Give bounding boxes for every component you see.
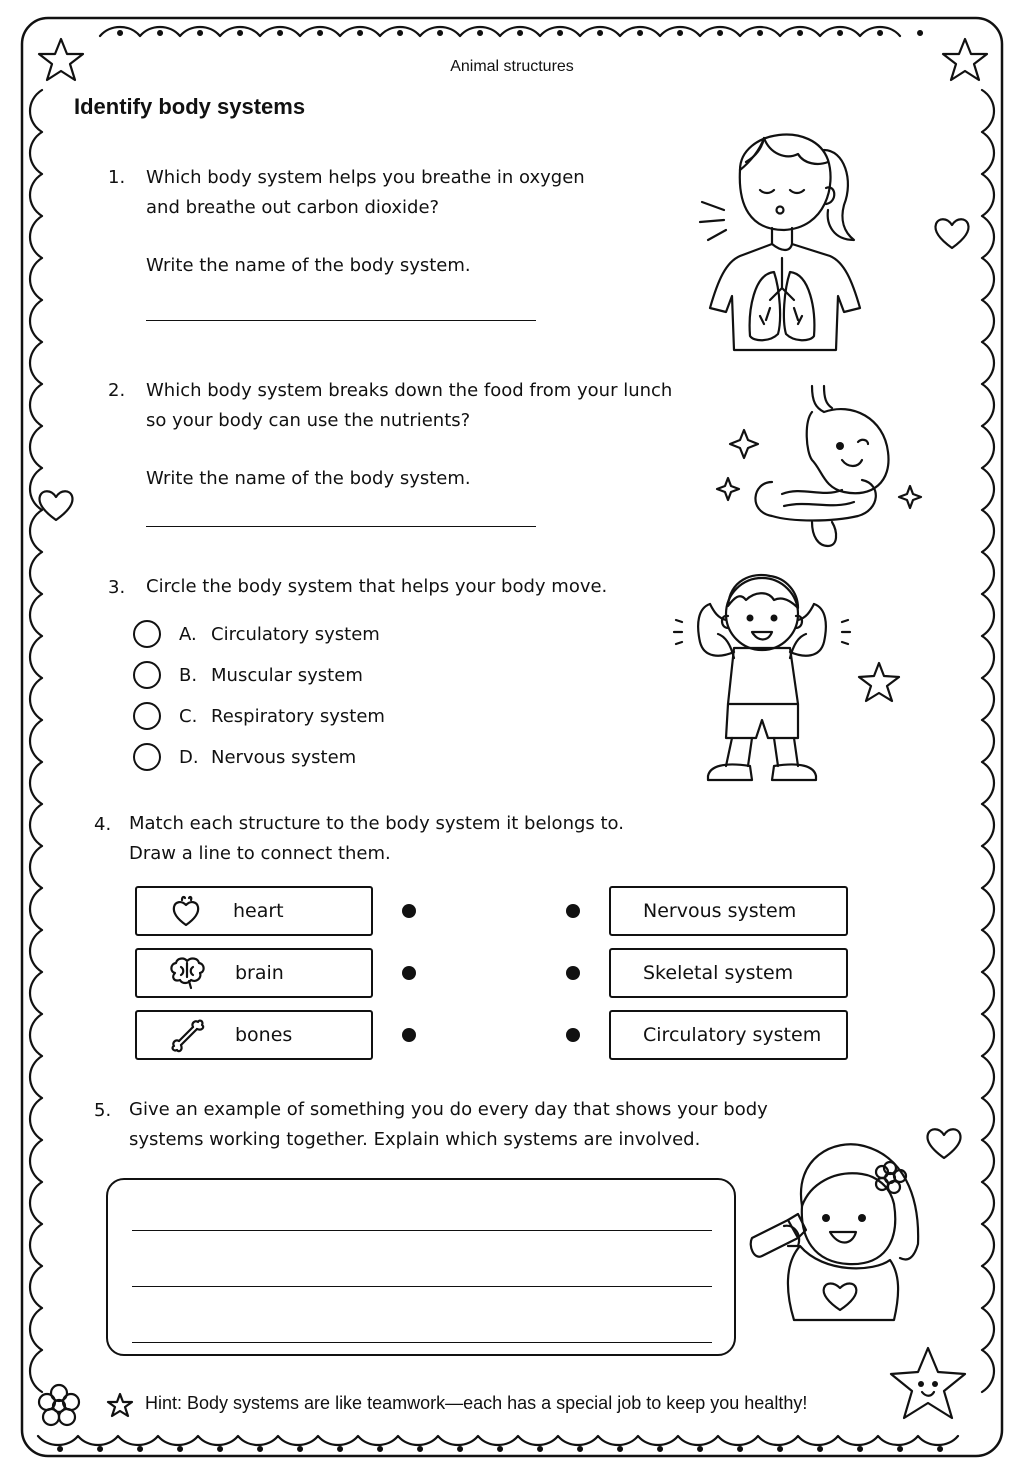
- match-dot-right[interactable]: [566, 966, 580, 980]
- system-box[interactable]: Circulatory system: [609, 1010, 848, 1060]
- heart-icon: [924, 1124, 964, 1162]
- structure-label: brain: [235, 962, 284, 984]
- system-box[interactable]: Nervous system: [609, 886, 848, 936]
- bone-icon: [167, 1015, 207, 1055]
- writing-line[interactable]: [132, 1342, 712, 1343]
- option-c[interactable]: [133, 698, 385, 734]
- option-letter: C.: [179, 705, 198, 727]
- flower-icon: [34, 1382, 84, 1430]
- question-line: systems working together. Explain which systems are involved.: [129, 1129, 701, 1150]
- question-number: 1.: [108, 167, 126, 188]
- hint-text: Hint: Body systems are like teamwork—each has a special job to keep you healthy!: [145, 1393, 808, 1413]
- match-dot-left[interactable]: [402, 1028, 416, 1042]
- match-dot-left[interactable]: [402, 966, 416, 980]
- question-number: 4.: [94, 814, 112, 835]
- question-3-text: Circle the body system that helps your body move.: [146, 576, 608, 597]
- option-circle[interactable]: [133, 743, 161, 771]
- options-list: [133, 616, 385, 775]
- question-number: 3.: [108, 577, 126, 598]
- match-dot-right[interactable]: [566, 1028, 580, 1042]
- page-header: Animal structures: [450, 58, 574, 75]
- option-label: Nervous system: [211, 746, 357, 768]
- match-dot-left[interactable]: [402, 904, 416, 918]
- answer-line-1[interactable]: [146, 320, 536, 321]
- writing-line[interactable]: [132, 1230, 712, 1231]
- option-circle[interactable]: [133, 661, 161, 689]
- option-letter: A.: [179, 623, 197, 645]
- star-icon: [106, 1392, 134, 1418]
- writing-line[interactable]: [132, 1286, 712, 1287]
- heart-icon: [169, 894, 203, 928]
- question-2-text: [146, 376, 672, 494]
- question-line: Draw a line to connect them.: [129, 843, 391, 864]
- answer-line-2[interactable]: [146, 526, 536, 527]
- structure-label: bones: [235, 1024, 293, 1046]
- flexing-boy-illustration: [674, 562, 854, 794]
- question-line: and breathe out carbon dioxide?: [146, 197, 440, 218]
- match-dot-right[interactable]: [566, 904, 580, 918]
- question-number: 2.: [108, 380, 126, 401]
- question-4-text: [129, 809, 624, 869]
- structure-label: heart: [233, 900, 284, 922]
- option-a[interactable]: [133, 616, 385, 652]
- heart-icon: [36, 486, 76, 524]
- stomach-illustration: [712, 382, 927, 554]
- lungs-girl-illustration: [694, 110, 884, 355]
- question-5-text: [129, 1095, 768, 1155]
- option-circle[interactable]: [133, 620, 161, 648]
- question-line: Which body system breaks down the food from your lunch: [146, 380, 673, 401]
- question-instruction: Write the name of the body system.: [146, 255, 471, 276]
- question-instruction: Write the name of the body system.: [146, 468, 471, 489]
- option-b[interactable]: [133, 657, 385, 693]
- question-line: Give an example of something you do every day that shows your body: [129, 1099, 768, 1120]
- structure-box-brain[interactable]: [135, 948, 373, 998]
- structure-box-heart[interactable]: [135, 886, 373, 936]
- brain-icon: [167, 955, 207, 991]
- page-title: Identify body systems: [74, 94, 306, 119]
- structure-box-bones[interactable]: [135, 1010, 373, 1060]
- answer-box[interactable]: [106, 1178, 736, 1356]
- star-icon: [856, 660, 902, 704]
- smiling-star-icon: [886, 1344, 970, 1424]
- option-letter: D.: [179, 746, 199, 768]
- question-number: 5.: [94, 1100, 112, 1121]
- question-line: Match each structure to the body system it belongs to.: [129, 813, 624, 834]
- question-line: Which body system helps you breathe in oxygen: [146, 167, 585, 188]
- question-line: so your body can use the nutrients?: [146, 410, 471, 431]
- option-d[interactable]: [133, 739, 385, 775]
- option-label: Circulatory system: [211, 623, 380, 645]
- drinking-girl-illustration: [744, 1134, 924, 1320]
- system-box[interactable]: Skeletal system: [609, 948, 848, 998]
- option-letter: B.: [179, 664, 198, 686]
- option-label: Respiratory system: [211, 705, 385, 727]
- question-1-text: [146, 163, 585, 281]
- option-circle[interactable]: [133, 702, 161, 730]
- heart-icon: [932, 214, 972, 252]
- option-label: Muscular system: [211, 664, 363, 686]
